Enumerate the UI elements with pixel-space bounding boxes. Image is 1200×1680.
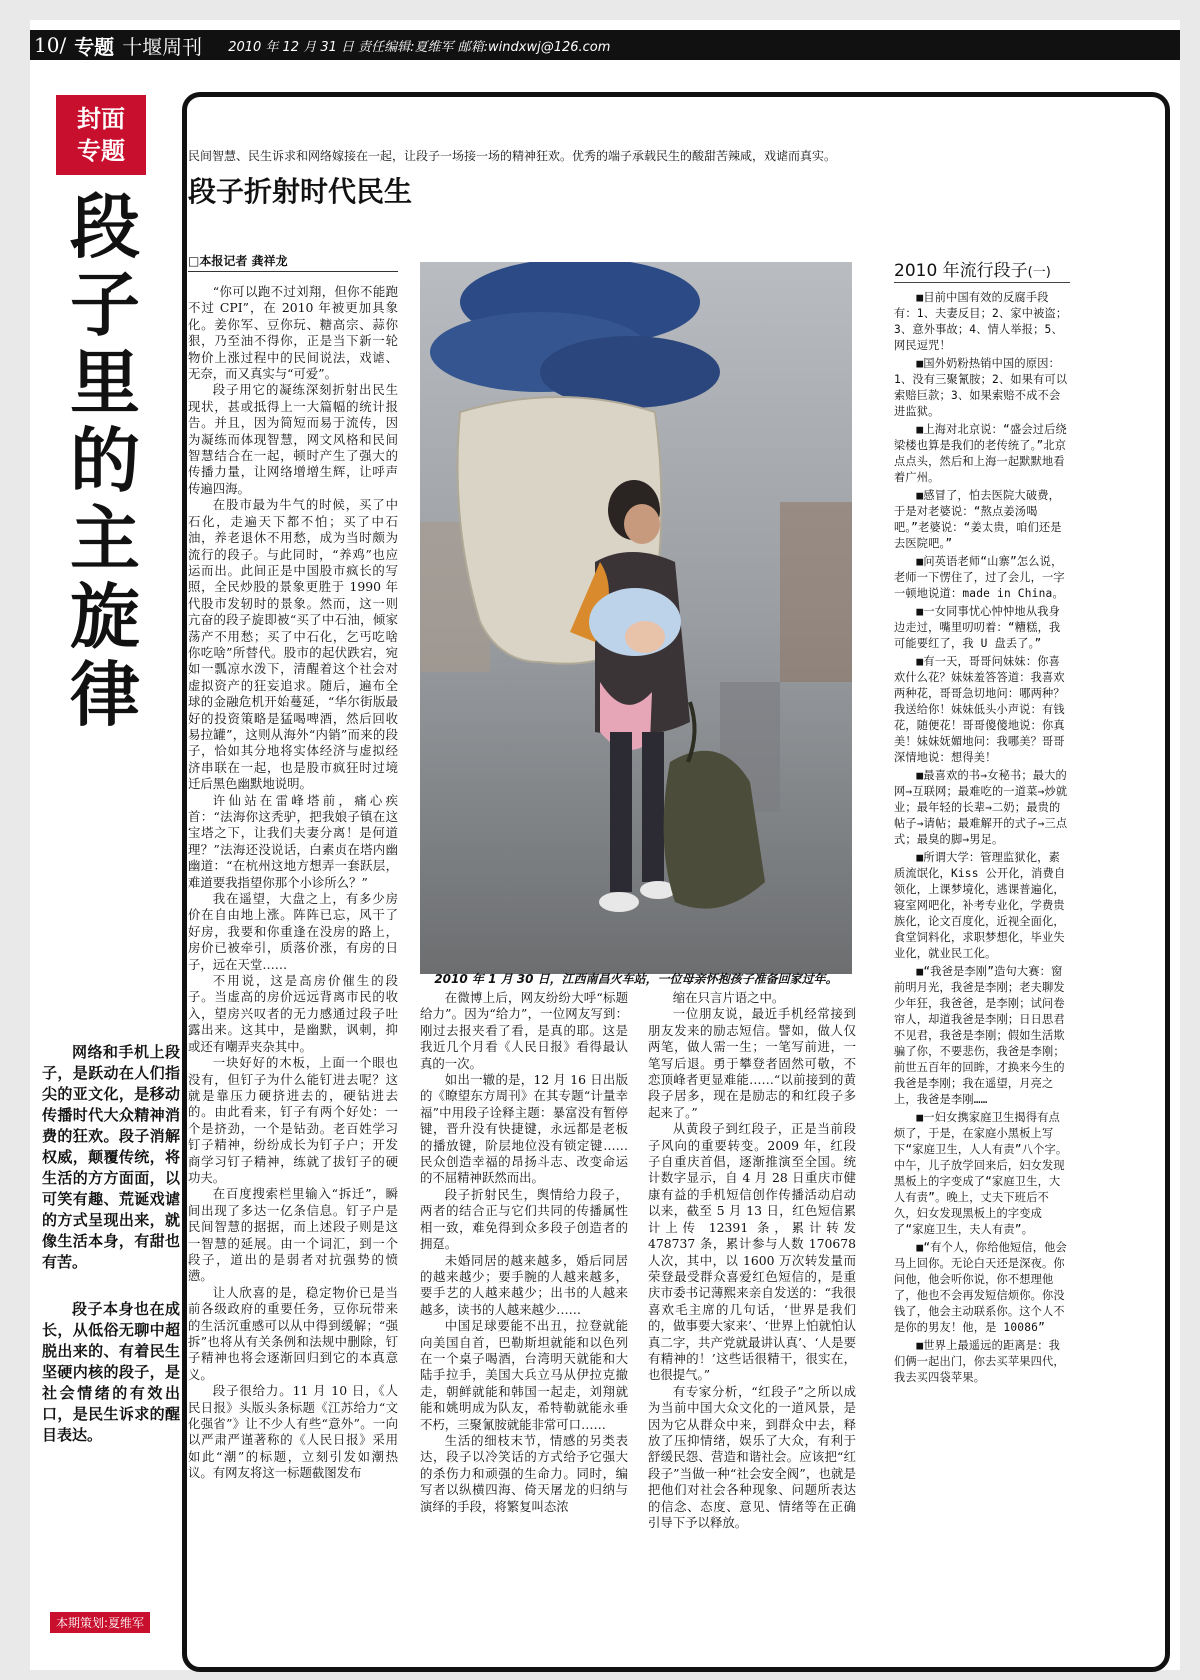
article-byline: □本报记者 龚祥龙 xyxy=(188,252,398,272)
section-name: 专题 xyxy=(74,34,115,59)
sidebar-paragraph: 网络和手机上段子，是跃动在人们指尖的亚文化，是移动传播时代大众精神消费的狂欢。段子消解权威，颠覆传统，将生活的方方面面，以可笑有趣、荒诞戏谑的方式呈现出来，就像生活本身，有甜也有苦。 xyxy=(42,1043,180,1271)
joke-item: ■国外奶粉热销中国的原因：1、没有三聚氰胺；2、如果有可以索赔巨款；3、如果索赔不成不会进监狱。 xyxy=(894,357,1068,418)
article-paragraph: 缩在只言片语之中。 xyxy=(672,990,785,1005)
article-paragraph: 段子很给力。11 月 10 日，《人民日报》头版头条标题《江苏给力“文化强省”》让不少人有些“意外”。一向以严肃严谨著称的《人民日报》采用如此“潮”的标题，立刻引发如潮热议。有网友将这一标题截图发布 xyxy=(188,1383,398,1481)
joke-item: ■世界上最遥远的距离是：我们俩一起出门，你去买苹果四代，我去买四袋苹果。 xyxy=(894,1339,1065,1384)
article-paragraph: 未婚同居的越来越多，婚后同居的越来越少；要手腕的人越来越多，要手艺的人越来越少；出书的人越来越多，读书的人越来越少…… xyxy=(420,1252,628,1317)
article-paragraph: 有专家分析，“红段子”之所以成为当前中国大众文化的一道风景，是因为它从群众中来，到群众中去，释放了压抑情绪，娱乐了大众，有利于舒缓民怨、营造和谐社会。应该把“红段子”当做一种“社会安全阀”，也就是把他们对社会各种现象、问题所表达的信念、态度、意见、情绪等在正确引导下予以释放。 xyxy=(648,1383,856,1530)
article-column-3 xyxy=(648,990,856,1648)
popular-jokes-title-suffix: (一) xyxy=(1027,265,1051,280)
article-lede: 民间智慧、民生诉求和网络嫁接在一起，让段子一场接一场的精神狂欢。优秀的端子承载民生的酸甜苦辣咸，戏谑而真实。 xyxy=(188,149,837,163)
title-divider xyxy=(894,282,1070,283)
photo-illustration xyxy=(420,262,852,974)
joke-item: ■问英语老师“山寨”怎么说，老师一下愣住了，过了会儿，一字一顿地说道：made in China。 xyxy=(894,555,1065,600)
article-paragraph: 在百度搜索栏里输入“拆迁”，瞬间出现了多达一亿条信息。钉子户是民间智慧的据据，而上述段子则是这一智慧的延展。由一个词汇，到一个段子，道出的是弱者对抗强势的愤懑。 xyxy=(188,1186,398,1284)
badge-line-1: 封面 xyxy=(77,105,125,133)
article-paragraph: “你可以跑不过刘翔，但你不能跑不过 CPI”，在 2010 年被更加具象化。姜你军、豆你玩、糖高宗、蒜你狠，乃至油不得你，正是当下新一轮物价上涨过程中的民间说法，戏谑、无奈，而又真实与“可爱”。 xyxy=(188,284,398,382)
sidebar-paragraph: 段子本身也在成长，从低俗无聊中超脱出来的、有着民生坚硬内核的段子，是社会情绪的有效出口，是民生诉求的醒目表达。 xyxy=(42,1300,180,1444)
page-header xyxy=(30,30,1180,60)
photo-caption: 2010 年 1 月 30 日，江西南昌火车站，一位母亲怀抱孩子准备回家过年。 xyxy=(434,972,838,986)
article-headline: 段子折射时代民生 xyxy=(188,175,413,208)
publication-name: 十堰周刊 xyxy=(122,34,203,59)
article-paragraph: 段子折射民生，舆情给力段子，两者的结合正与它们共同的传播属性相一致，难免得到众多段子创造者的拥趸。 xyxy=(420,1186,628,1252)
popular-jokes-title xyxy=(894,256,1051,281)
article-paragraph: 在微博上后，网友纷纷大呼“标题给力”。因为“给力”，一位网友写到：刚过去报夹看了看，是真的耶。这是我近几个月看《人民日报》看得最认真的一次。 xyxy=(420,990,628,1071)
article-paragraph: 让人欣喜的是，稳定物价已是当前各级政府的重要任务，豆你玩带来的生活沉重感可以从中得到缓解；“强拆”也将从有关条例和法规中删除，钉子精神也将会逐渐回归到它的本真意义。 xyxy=(188,1284,398,1382)
article-paragraph: 在股市最为牛气的时候，买了中石化，走遍天下都不怕；买了中石油，养老退休不用愁，成为当时颇为流行的段子。与此同时，“养鸡”也应运而出。此间正是中国股市疯长的写照，全民炒股的景象更胜于 1990 年代股市发轫时的景象。然而，这一则亢奋的段子旋即被“买了中石油，倾家荡产不用愁；买了中石化，乞丐吃啥你吃啥”所替代。股市的起伏跌宕，宛如一瓢凉水泼下，清醒着这个社会对虚拟资产的狂妄追求。随后，遍布全球的金融危机开始蔓延，“华尔街版最好的投资策略是猛喝啤酒，然后回收易拉罐”，这则从海外“内销”而来的段子，恰如其分地将实体经济与虚拟经济串联在一起，也是股市疯狂时过境迁后黑色幽默地说明。 xyxy=(188,497,398,792)
article-paragraph: 段子用它的凝练深刻折射出民生现状，甚或抵得上一大篇幅的统计报告。并且，因为简短而易于流传，因为凝练而体现智慧，网文风格和民间智慧结合在一起，顿时产生了强大的传播力量，让网络增增生辉，让呼声传遍四海。 xyxy=(188,382,398,496)
article-column-2 xyxy=(420,990,628,1648)
article-paragraph: 中国足球要能不出丑，拉登就能向美国自首，巴勒斯坦就能和以色列在一个桌子喝酒，台湾明天就能和大陆手拉手，美国大兵立马从伊拉克撤走，朝鲜就能和韩国一起走，刘翔就能和姚明成为队友，希特勒就能永垂不朽，三聚氰胺就能非常可口…… xyxy=(420,1318,628,1432)
article-column-1 xyxy=(188,284,398,1648)
sidebar-intro xyxy=(42,1042,180,1472)
article-paragraph: 不用说，这是高房价催生的段子。当虚高的房价远远背离市民的收入，望房兴叹者的无力感通过段子吐露出来。这其中，是幽默，讽刺，抑或还有嘲弄夹杂其中。 xyxy=(188,973,398,1054)
popular-jokes-title-text: 2010 年流行段子 xyxy=(894,261,1028,281)
joke-item: ■上海对北京说：“盛会过后绕梁楼也算是我们的老传统了。”北京点点头，然后和上海一起默默地看着广州。 xyxy=(894,423,1067,484)
joke-item: ■最喜欢的书→女秘书；最大的网→互联网；最难吃的一道菜→炒就业；最年轻的长辈→二奶；最贵的帖子→请帖；最难解开的式子→三点式；最臭的脚→男足。 xyxy=(894,769,1068,846)
article-paragraph: 我在遥望，大盘之上，有多少房价在自由地上涨。阵阵已忘，风干了好房，我要和你重逢在没房的路上，房价已被牵引，质落价涨，有房的日子，远在天堂…… xyxy=(188,891,398,972)
joke-item: ■“有个人，你给他短信，他会马上回你。无论白天还是深夜。你问他，他会听你说，你不想理他了，他也不会再发短信烦你。你没钱了，他会主动联系你。这个人不是你的男友！他，是 10086” xyxy=(894,1241,1067,1334)
badge-line-2: 专题 xyxy=(77,137,125,165)
popular-jokes-column xyxy=(894,290,1070,1650)
vertical-title: 段子里的主旋律 xyxy=(70,185,140,736)
joke-item: ■感冒了，怕去医院大破费，于是对老婆说：“熬点姜汤喝吧。”老婆说：“姜太贵，咱们还是去医院吧。” xyxy=(894,489,1062,550)
page-number: 10/ xyxy=(34,33,67,57)
joke-item: ■一女同事忧心忡忡地从我身边走过，嘴里叨叨着：“糟糕，我可能要红了，我 U 盘丢了。” xyxy=(894,605,1061,650)
joke-item: ■目前中国有效的反腐手段有：1、夫妻反目；2、家中被盗；3、意外事故；4、情人举报；5、网民逗咒！ xyxy=(894,291,1068,352)
joke-item: ■“我爸是李刚”造句大赛：窗前明月光，我爸是李刚；老夫聊发少年狂，我爸爸，是李刚；试问卷帘人，却道我爸是李刚；日日思君不见君，我爸是李刚；假如生活欺骗了你，不要悲伤，我爸是李刚；前世五百年的回眸，才换来今生的我爸是李刚；我在遥望，月亮之上，我爸是李刚…… xyxy=(894,965,1065,1106)
cover-topic-badge xyxy=(56,95,146,175)
planner-credit: 本期策划:夏维军 xyxy=(50,1612,150,1633)
news-photo xyxy=(420,262,852,974)
issue-meta: 2010 年 12 月 31 日 责任编辑:夏维军 邮箱:windxwj@126.com xyxy=(228,39,611,55)
article-paragraph: 一块好好的木板，上面一个眼也没有，但钉子为什么能钉进去呢？这就是靠压力硬挤进去的，硬钻进去的。由此看来，钉子有两个好处：一个是挤劲，一个是钻劲。老百姓学习钉子精神，纷纷成长为钉子户；开发商学习钉子精神，练就了拔钉子的硬功夫。 xyxy=(188,1055,398,1185)
joke-item: ■一妇女携家庭卫生揭得有点烦了，于是，在家庭小黑板上写下“家庭卫生，人人有责”八个字。中午，儿子放学回来后，妇女发现黑板上的字变成了“家庭卫生，大人有责”。晚上，丈夫下班后不久，妇女发现黑板上的字变成了“家庭卫生，夫人有责”。 xyxy=(894,1111,1068,1236)
article-paragraph: 从黄段子到红段子，正是当前段子风向的重要转变。2009 年，红段子自重庆首倡，逐渐推演至全国。统计数字显示，自 4 月 28 日重庆市健康有益的手机短信创作传播活动启动以来，截至 5 月 13 日，红色短信累计上传 12391 条，累计转发 478737 条，累计参与人数 170678 人次，其中，以 1600 万次转发量而荣登最受群众喜爱红色短信的，是重庆市委书记薄熙来亲自发送的：“我很喜欢毛主席的几句话，‘世界是我们的，做事要大家来’、‘世界上怕就怕认真二字，共产党就最讲认真’、‘人是要有精神的！’这些话很精干，很实在，也很提气。” xyxy=(648,1121,856,1383)
article-paragraph: 生活的细枝末节，情感的另类表达，段子以冷笑话的方式给予它强大的杀伤力和顽强的生命力。同时，编写者以纵横四海、倚天屠龙的归纳与演绎的手段，将繁复叫态浓 xyxy=(420,1432,628,1514)
article-paragraph: 许仙站在雷峰塔前，痛心疾首：“法海你这秃驴，把我娘子镇在这宝塔之下，让我们夫妻分离！是何道理？”法海还没说话，白素贞在塔内幽幽道：“在杭州这地方想弄一套跃层，难道要我指望你那个小诊所么？” xyxy=(188,792,398,890)
joke-item: ■有一天，哥哥问妹妹：你喜欢什么花？妹妹羞答答道：我喜欢两种花，哥哥急切地问：哪两种？我送给你！妹妹低头小声说：有钱花，随便花！哥哥傻傻地说：你真美！妹妹妩媚地问：我哪美？哥哥深情地说：想得美！ xyxy=(894,655,1065,764)
article-paragraph: 如出一辙的是，12 月 16 日出版的《瞭望东方周刊》在其专题“计量幸福”中用段子诠释主题：暴富没有暂停键，晋升没有快捷键，永远都是老板的播放键，阶层地位没有锁定键……民众创造幸福的昂扬斗志、改变命运的不屈精神跃然而出。 xyxy=(420,1072,628,1186)
joke-item: ■所谓大学：管理监狱化，素质流氓化，Kiss 公开化，消费自领化，上课梦境化，逃课普遍化，寝室网吧化，补考专业化，学费贵族化，论文百度化，近视全面化，食堂饲料化，求职梦想化，毕业失业化，就业民工化。 xyxy=(894,851,1066,960)
article-paragraph: 一位朋友说，最近手机经常接到朋友发来的励志短信。譬如，做人仅两笔，做人需一生；一笔写前进，一笔写后退。勇于攀登者固然可敬，不恋顶峰者更显难能……“以前接到的黄段子居多，现在是励志的和红段子多起来了。” xyxy=(648,1006,856,1120)
